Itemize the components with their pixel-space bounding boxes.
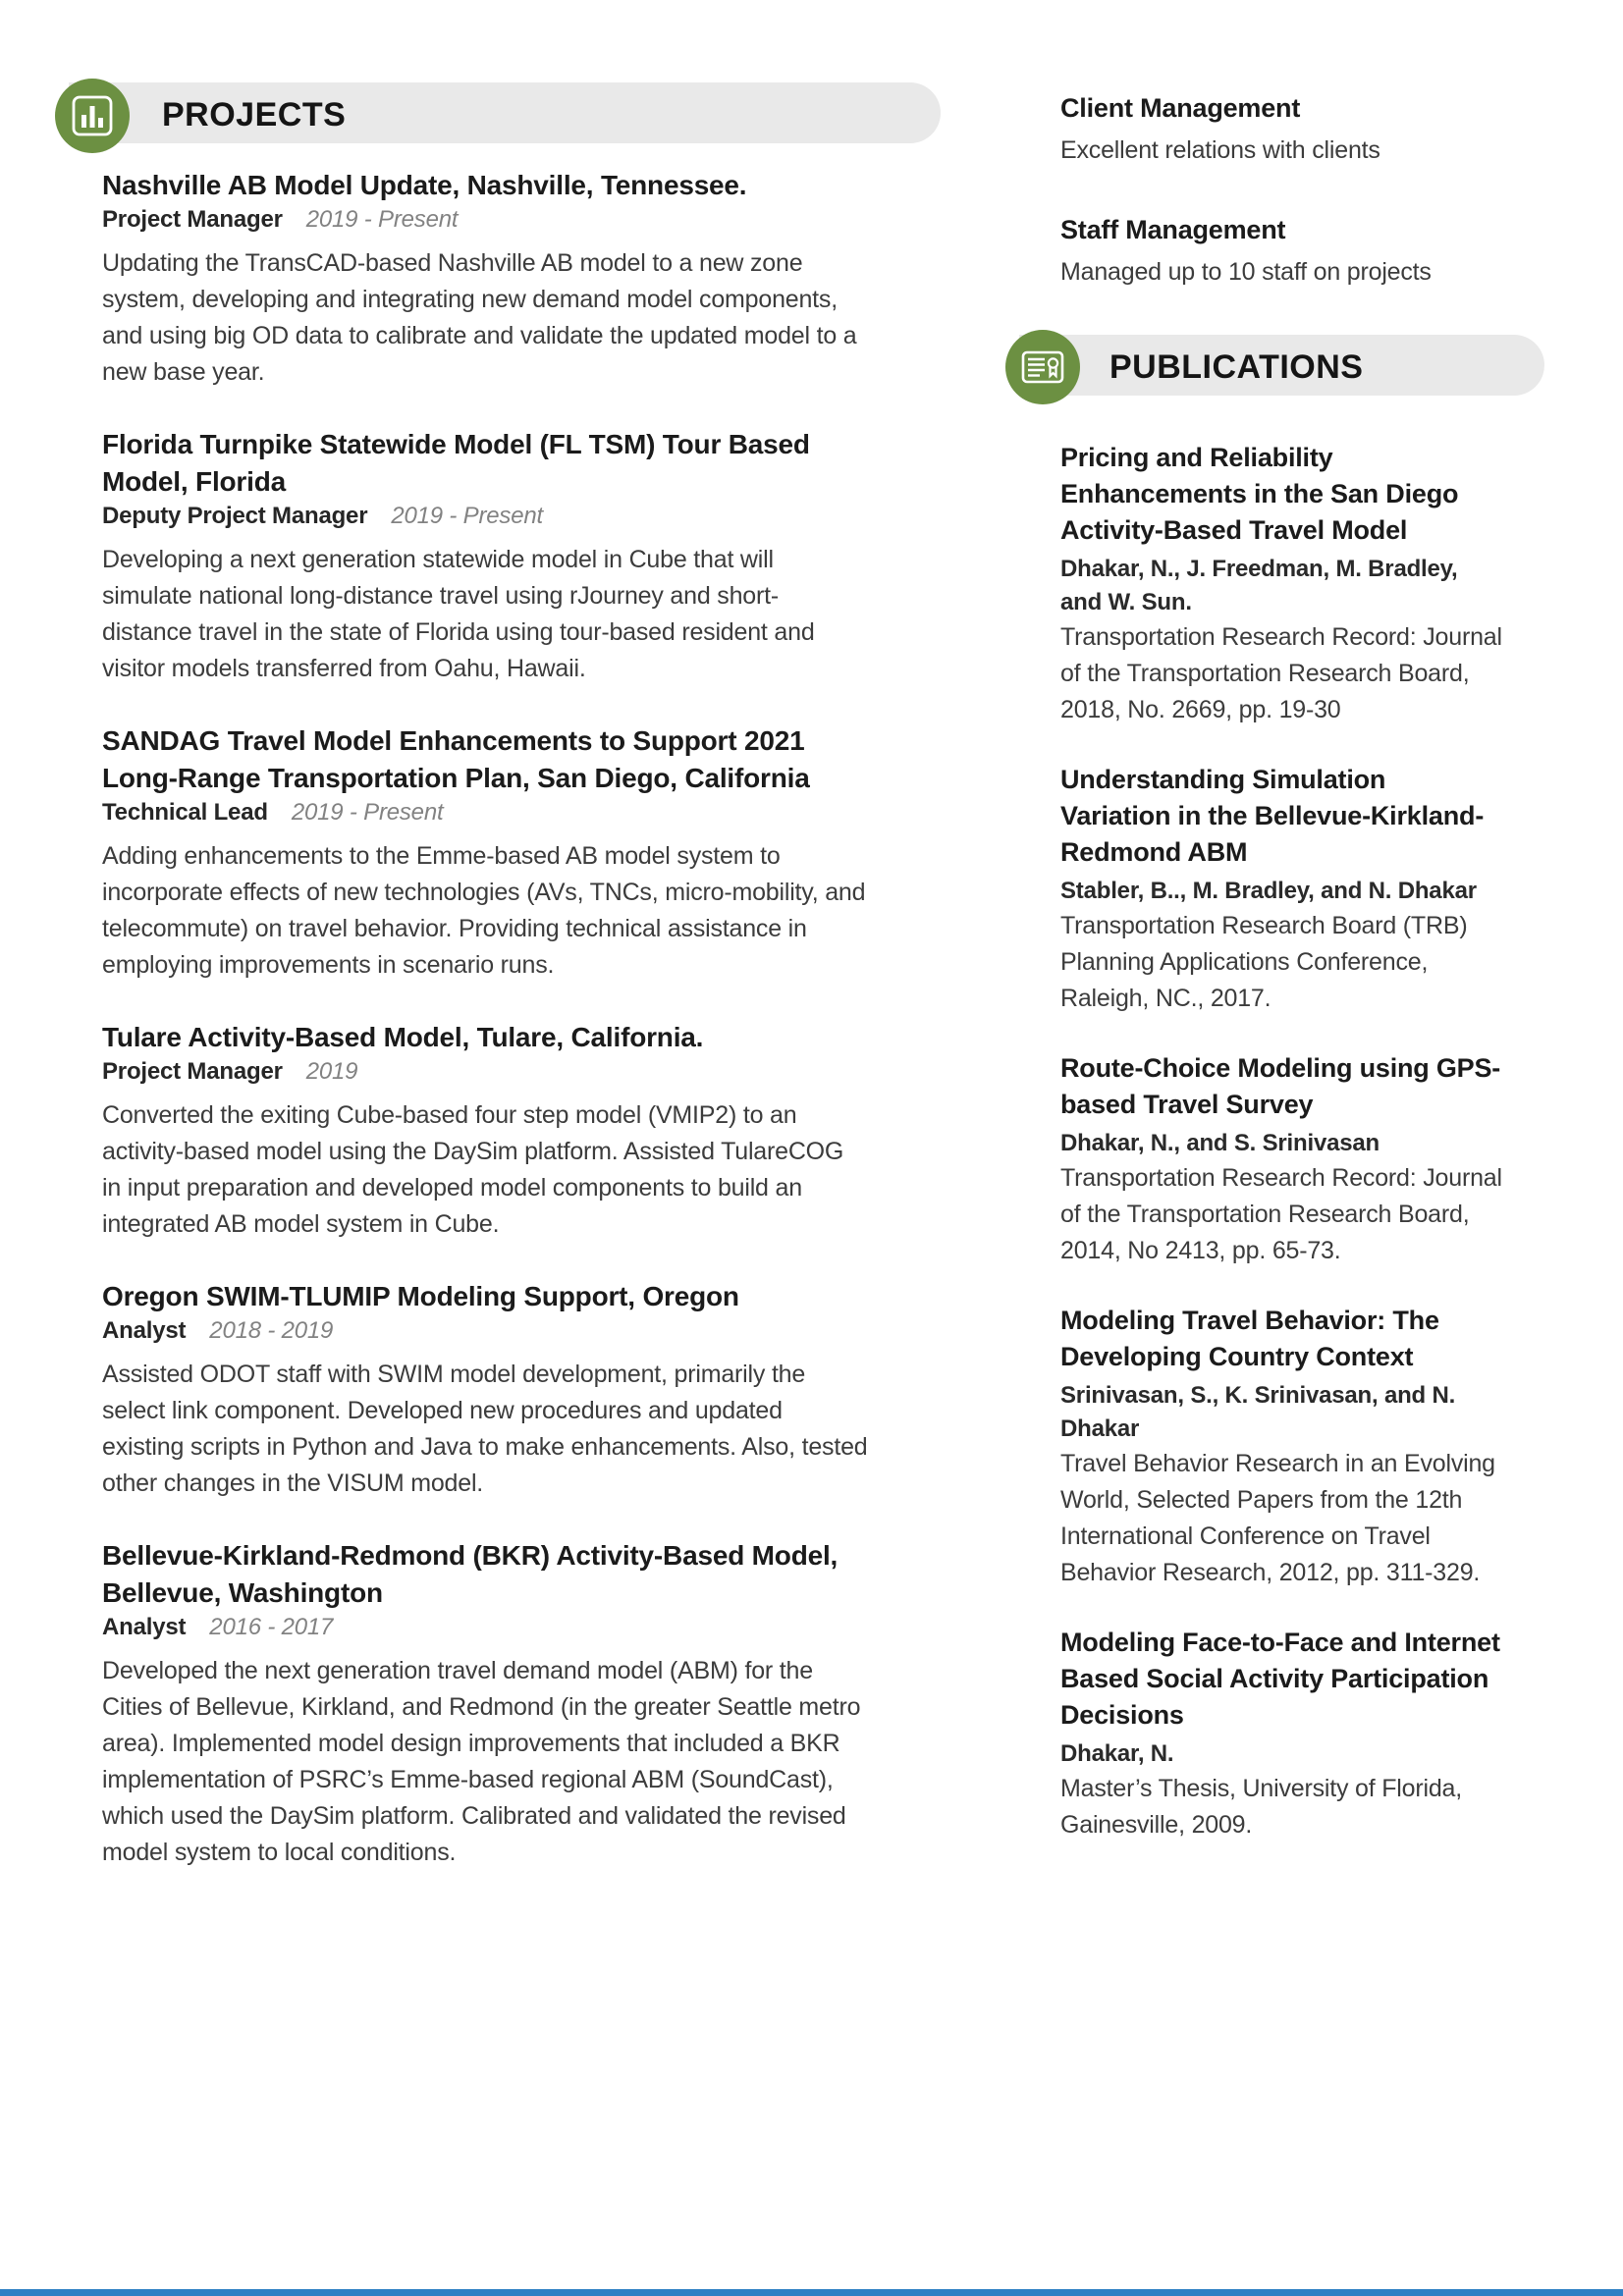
project-title: Bellevue-Kirkland-Redmond (BKR) Activity-Based Model, Bellevue, Washington [102,1540,839,1608]
project-meta [102,1315,868,1357]
project-entry [102,722,868,984]
publication-entry [1060,1625,1502,1843]
skill-name: Client Management [1060,93,1301,123]
publication-authors: Dhakar, N., J. Freedman, M. Bradley, and W. Sun. [1060,556,1458,615]
project-description: Converted the exiting Cube-based four step model (VMIP2) to an activity-based model using the DaySim platform. Assisted TulareCOG in input preparation and developed model components to build an integrated AB model system in Cube. [102,1101,844,1238]
publication-authors: Srinivasan, S., K. Srinivasan, and N. Dhakar [1060,1382,1456,1442]
project-role: Technical Lead [102,799,268,826]
projects-section-title: PROJECTS [162,96,347,133]
projects-list [102,167,868,1906]
skill-entry [1060,90,1551,167]
bar-chart-icon [69,92,116,139]
publication-title: Route-Choice Modeling using GPS-based Travel Survey [1060,1053,1501,1119]
project-entry [102,426,868,687]
project-entry [102,1019,868,1243]
project-dates: 2016 - 2017 [209,1614,334,1640]
project-meta [102,1612,868,1653]
certificate-icon [1019,344,1066,391]
project-description: Developed the next generation travel demand model (ABM) for the Cities of Bellevue, Kirkland, and Redmond (in the greater Seattle metro area). Implemented model design improvements that included a BKR implementation of PSRC’s Emme-based regional ABM (SoundCast), which used the DaySim platform. Calibrated and validated the revised model system to local conditions. [102,1657,861,1866]
publication-entry [1060,762,1502,1017]
skill-name: Staff Management [1060,215,1286,244]
publication-venue: Transportation Research Record: Journal of the Transportation Research Board, 2018, No. 2669, pp. 19-30 [1060,623,1502,723]
publication-title: Modeling Travel Behavior: The Developing Country Context [1060,1306,1439,1371]
project-role: Deputy Project Manager [102,503,368,529]
skills-list [1060,90,1551,334]
project-role: Project Manager [102,1058,283,1085]
publication-authors: Stabler, B.., M. Bradley, and N. Dhakar [1060,878,1477,904]
project-entry [102,167,868,391]
project-entry [102,1537,868,1871]
project-entry [102,1278,868,1502]
publication-title: Modeling Face-to-Face and Internet Based Social Activity Participation Decisions [1060,1628,1500,1730]
project-meta [102,501,868,542]
project-dates: 2019 - Present [291,799,444,826]
project-title: Tulare Activity-Based Model, Tulare, California. [102,1022,704,1052]
publications-section-title: PUBLICATIONS [1109,348,1364,386]
publication-entry [1060,1303,1502,1591]
project-meta [102,204,868,245]
projects-icon-circle [55,79,130,153]
skill-detail: Managed up to 10 staff on projects [1060,258,1432,286]
publications-icon-circle [1005,330,1080,404]
publication-title: Pricing and Reliability Enhancements in the San Diego Activity-Based Travel Model [1060,443,1459,545]
project-dates: 2018 - 2019 [209,1317,334,1344]
project-dates: 2019 [305,1058,358,1085]
project-dates: 2019 - Present [305,206,459,233]
publication-entry [1060,440,1502,728]
project-title: Florida Turnpike Statewide Model (FL TSM) Tour Based Model, Florida [102,429,810,497]
publication-venue: Travel Behavior Research in an Evolving World, Selected Papers from the 12th International Conference on Travel Behavior Research, 2012, pp. 311-329. [1060,1450,1495,1586]
project-description: Developing a next generation statewide model in Cube that will simulate national long-distance travel using rJourney and short-distance travel in the state of Florida using tour-based resident and visitor models transferred from Oahu, Hawaii. [102,546,815,682]
project-title: Nashville AB Model Update, Nashville, Tennessee. [102,170,747,200]
project-role: Project Manager [102,206,283,233]
publications-list [1060,440,1502,1877]
publication-venue: Master’s Thesis, University of Florida, Gainesville, 2009. [1060,1775,1462,1839]
project-role: Analyst [102,1614,187,1640]
project-meta [102,1056,868,1097]
project-dates: 2019 - Present [391,503,543,529]
project-role: Analyst [102,1317,187,1344]
project-title: Oregon SWIM-TLUMIP Modeling Support, Oregon [102,1281,739,1311]
project-title: SANDAG Travel Model Enhancements to Support 2021 Long-Range Transportation Plan, San Diego, California [102,725,810,793]
publication-authors: Dhakar, N., and S. Srinivasan [1060,1130,1380,1156]
project-description: Assisted ODOT staff with SWIM model development, primarily the select link component. Developed new procedures and updated existing scripts in Python and Java to make enhancements. Also, tested other changes in the VISUM model. [102,1361,868,1497]
publication-venue: Transportation Research Board (TRB) Planning Applications Conference, Raleigh, NC., 2017. [1060,912,1468,1012]
skill-entry [1060,212,1551,289]
publication-title: Understanding Simulation Variation in the Bellevue-Kirkland-Redmond ABM [1060,765,1485,867]
publication-venue: Transportation Research Record: Journal of the Transportation Research Board, 2014, No 2413, pp. 65-73. [1060,1164,1502,1264]
project-description: Updating the TransCAD-based Nashville AB model to a new zone system, developing and integrating new demand model components, and using big OD data to calibrate and validate the updated model to a new base year. [102,249,857,386]
footer-accent-bar [0,2289,1623,2296]
skill-detail: Excellent relations with clients [1060,136,1380,164]
publication-authors: Dhakar, N. [1060,1740,1174,1767]
publication-entry [1060,1050,1502,1269]
project-meta [102,797,868,838]
project-description: Adding enhancements to the Emme-based AB model system to incorporate effects of new technologies (AVs, TNCs, micro-mobility, and telecommute) on travel behavior. Providing technical assistance in employing improvements in scenario runs. [102,842,866,979]
